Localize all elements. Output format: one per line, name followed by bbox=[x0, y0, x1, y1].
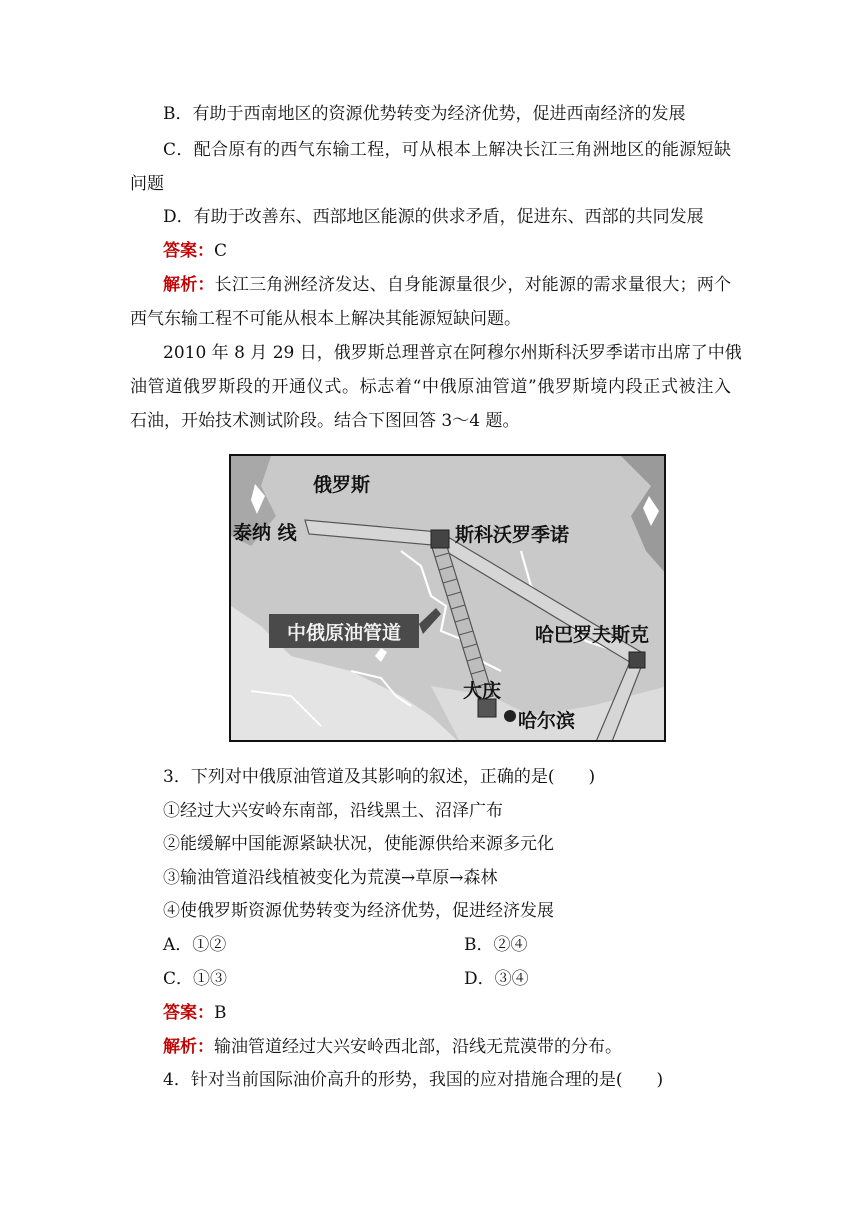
analysis-label: 解析： bbox=[163, 275, 215, 295]
answer-value: B bbox=[214, 1003, 227, 1023]
map-label-pipeline: 中俄原油管道 bbox=[269, 614, 419, 648]
analysis-text: 长江三角洲经济发达、自身能源量很少，对能源的需求量很大；两个 bbox=[214, 275, 731, 295]
answer-value: C bbox=[214, 241, 228, 261]
q3-option-a: A．①② bbox=[163, 935, 227, 955]
map-label-taishet: 泰纳 线 bbox=[233, 522, 297, 544]
q3-analysis bbox=[163, 1035, 622, 1059]
map-graphics bbox=[231, 456, 666, 742]
q3-option-c: C．①③ bbox=[163, 969, 228, 989]
q3-item1: ①经过大兴安岭东南部，沿线黑土、沼泽广布 bbox=[163, 801, 503, 821]
q3-item4: ④使俄罗斯资源优势转变为经济优势，促进经济发展 bbox=[163, 901, 554, 921]
map-label-daqing: 大庆 bbox=[463, 680, 502, 702]
q2-answer bbox=[163, 239, 227, 263]
q2-option-c-line1: C．配合原有的西气东输工程，可从根本上解决长江三角洲地区的能源短缺 bbox=[163, 140, 731, 160]
map-label-khabarovsk: 哈巴罗夫斯克 bbox=[535, 624, 650, 646]
q4-stem: 4．针对当前国际油价高升的形势，我国的应对措施合理的是( ) bbox=[163, 1070, 664, 1090]
intro-line3: 石油，开始技术测试阶段。结合下图回答 3～4 题。 bbox=[130, 411, 520, 431]
intro-paragraph bbox=[163, 341, 742, 365]
analysis-label: 解析： bbox=[163, 1037, 214, 1057]
q2-option-c-line2: 问题 bbox=[130, 174, 164, 194]
answer-label: 答案： bbox=[163, 1003, 214, 1023]
q2-option-d: D．有助于改善东、西部地区能源的供求矛盾，促进东、西部的共同发展 bbox=[163, 207, 704, 227]
analysis-text: 输油管道经过大兴安岭西北部，沿线无荒漠带的分布。 bbox=[214, 1037, 622, 1057]
map-label-skovorodino: 斯科沃罗季诺 bbox=[455, 524, 570, 546]
q2-analysis bbox=[163, 273, 731, 297]
q2-option-c bbox=[163, 138, 731, 162]
q3-item3: ③输油管道沿线植被变化为荒漠→草原→森林 bbox=[163, 868, 498, 888]
q3-item2: ②能缓解中国能源紧缺状况，使能源供给来源多元化 bbox=[163, 834, 554, 854]
pipeline-map bbox=[229, 454, 666, 742]
answer-label: 答案： bbox=[163, 241, 214, 261]
map-label-harbin: 哈尔滨 bbox=[518, 710, 576, 732]
q2-analysis-line1 bbox=[163, 273, 731, 297]
q3-stem: 3．下列对中俄原油管道及其影响的叙述，正确的是( ) bbox=[163, 767, 596, 787]
q2-option-b: B．有助于西南地区的资源优势转变为经济优势，促进西南经济的发展 bbox=[163, 104, 686, 124]
intro-line1: 2010 年 8 月 29 日，俄罗斯总理普京在阿穆尔州斯科沃罗季诺市出席了中俄 bbox=[163, 343, 742, 363]
q3-option-d: D．③④ bbox=[464, 969, 529, 989]
q2-analysis-line2: 西气东输工程不可能从根本上解决其能源短缺问题。 bbox=[130, 309, 521, 329]
intro-line2-wrap bbox=[130, 375, 731, 399]
map-label-russia: 俄罗斯 bbox=[313, 474, 371, 496]
q3-answer bbox=[163, 1001, 227, 1025]
intro-line2: 油管道俄罗斯段的开通仪式。标志着“中俄原油管道”俄罗斯境内段正式被注入 bbox=[130, 377, 731, 397]
q3-option-b: B．②④ bbox=[464, 935, 528, 955]
